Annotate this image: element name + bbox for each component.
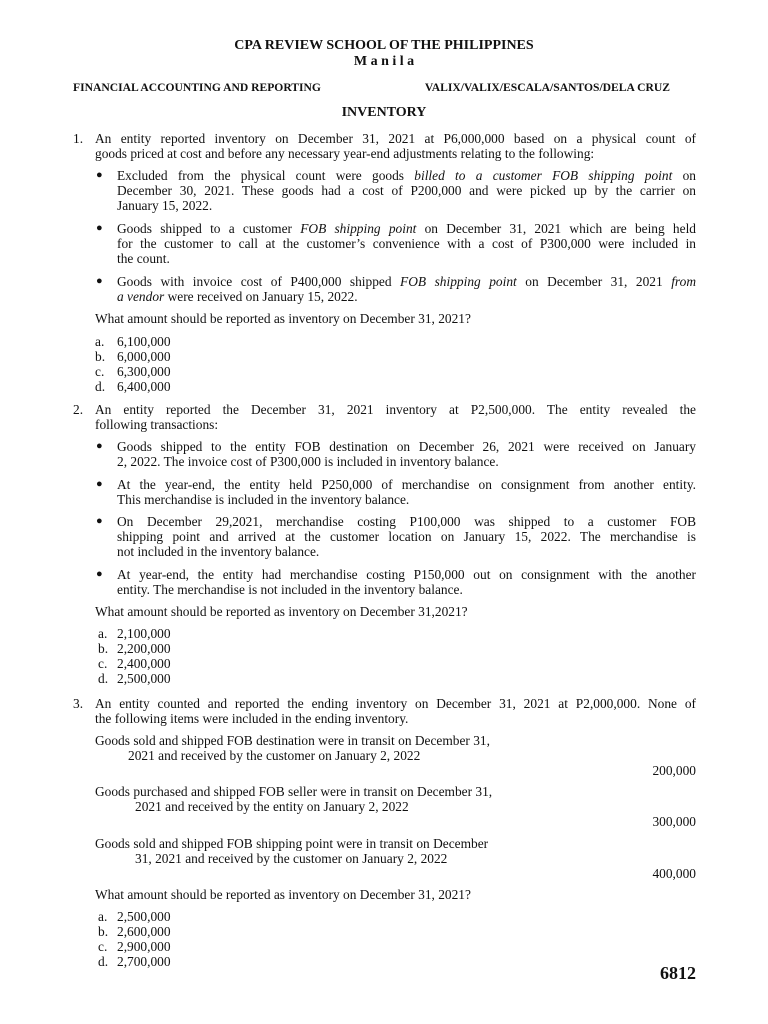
q2-option-d: 2,500,000	[117, 671, 171, 686]
q2-option-c-letter: c.	[98, 656, 108, 671]
question-1-bullet-3: Goods with invoice cost of P400,000 shipped FOB shipping point on December 31, 2021 from a vendor were received on January 15, 2022.	[117, 274, 696, 304]
topic-title: INVENTORY	[341, 105, 427, 120]
q3-option-a: 2,500,000	[117, 909, 171, 924]
q3-option-c: 2,900,000	[117, 939, 171, 954]
q3-option-b: 2,600,000	[117, 924, 171, 939]
q2-option-a: 2,100,000	[117, 626, 171, 641]
q2-option-d-letter: d.	[98, 671, 109, 686]
bullet-icon: ●	[96, 222, 103, 234]
bullet-icon: ●	[96, 275, 103, 287]
question-1-stem: An entity reported inventory on December 31, 2021 at P6,000,000 based on a physical count of goods priced at cost and before any necessary year-end adjustments relating to the following:	[95, 131, 696, 161]
question-3-item-1-amount: 200,000	[652, 763, 696, 778]
question-2-number: 2.	[73, 402, 84, 417]
q1-option-c-letter: c.	[95, 364, 105, 379]
q1-option-b-letter: b.	[95, 349, 106, 364]
question-2-bullet-4: At year-end, the entity had merchandise costing P150,000 out on consignment with the another entity. The merchandise is not included in the inventory balance.	[117, 567, 696, 597]
authors-label: VALIX/VALIX/ESCALA/SANTOS/DELA CRUZ	[424, 81, 670, 94]
question-1-bullet-2: Goods shipped to a customer FOB shipping point on December 31, 2021 which are being held for the customer to call at the customer’s convenience with a cost of P300,000 were included in the count.	[117, 221, 696, 266]
q3-option-c-letter: c.	[98, 939, 108, 954]
question-2-bullet-1: Goods shipped to the entity FOB destination on December 26, 2021 were received on January 2, 2022. The invoice cost of P300,000 is included in inventory balance.	[117, 439, 696, 469]
question-3-item-3-amount: 400,000	[652, 866, 696, 881]
q2-option-a-letter: a.	[98, 626, 108, 641]
q2-option-b-letter: b.	[98, 641, 109, 656]
bullet-icon: ●	[96, 478, 103, 490]
city-subtitle: M a n i l a	[353, 54, 415, 69]
question-3-number: 3.	[73, 696, 84, 711]
q1-option-b: 6,000,000	[117, 349, 171, 364]
q1-option-d: 6,400,000	[117, 379, 171, 394]
bullet-icon: ●	[96, 515, 103, 527]
q2-option-c: 2,400,000	[117, 656, 171, 671]
q3-option-d: 2,700,000	[117, 954, 171, 969]
page-number: 6812	[660, 963, 696, 983]
q3-option-d-letter: d.	[98, 954, 109, 969]
question-2-prompt: What amount should be reported as inventory on December 31,2021?	[95, 604, 468, 619]
question-3-item-1: Goods sold and shipped FOB destination were in transit on December 31, 2021 and received by the customer on January 2, 2022	[95, 733, 490, 763]
q1-option-c: 6,300,000	[117, 364, 171, 379]
q2-option-b: 2,200,000	[117, 641, 171, 656]
question-3-stem: An entity counted and reported the ending inventory on December 31, 2021 at P2,000,000. None of the following items were included in the ending inventory.	[95, 696, 696, 726]
bullet-icon: ●	[96, 440, 103, 452]
question-3-item-3: Goods sold and shipped FOB shipping point were in transit on December 31, 2021 and received by the customer on January 2, 2022	[95, 836, 489, 866]
question-2-bullet-2: At the year-end, the entity held P250,000 of merchandise on consignment from another entity. This merchandise is included in the inventory balance.	[117, 477, 696, 507]
q1-option-a: 6,100,000	[117, 334, 171, 349]
question-1-bullet-1: Excluded from the physical count were goods billed to a customer FOB shipping point on December 30, 2021. These goods had a cost of P200,000 and were picked up by the carrier on January 15, 2022.	[117, 168, 696, 213]
question-1-prompt: What amount should be reported as inventory on December 31, 2021?	[95, 311, 471, 326]
question-3-item-2: Goods purchased and shipped FOB seller were in transit on December 31, 2021 and received by the entity on January 2, 2022	[95, 784, 493, 814]
question-2-stem: An entity reported the December 31, 2021 inventory at P2,500,000. The entity revealed the following transactions:	[95, 402, 696, 432]
school-title: CPA REVIEW SCHOOL OF THE PHILIPPINES	[234, 38, 534, 53]
q1-option-a-letter: a.	[95, 334, 105, 349]
question-2-bullet-3: On December 29,2021, merchandise costing P100,000 was shipped to a customer FOB shipping point and arrived at the customer location on January 15, 2022. The merchandise is not included in the inventory balance.	[117, 514, 696, 559]
bullet-icon: ●	[96, 169, 103, 181]
question-3-item-2-amount: 300,000	[652, 814, 696, 829]
question-1-number: 1.	[73, 131, 84, 146]
q3-option-a-letter: a.	[98, 909, 108, 924]
q1-option-d-letter: d.	[95, 379, 106, 394]
question-3-prompt: What amount should be reported as inventory on December 31, 2021?	[95, 887, 471, 902]
bullet-icon: ●	[96, 568, 103, 580]
q3-option-b-letter: b.	[98, 924, 109, 939]
subject-label: FINANCIAL ACCOUNTING AND REPORTING	[73, 81, 321, 94]
